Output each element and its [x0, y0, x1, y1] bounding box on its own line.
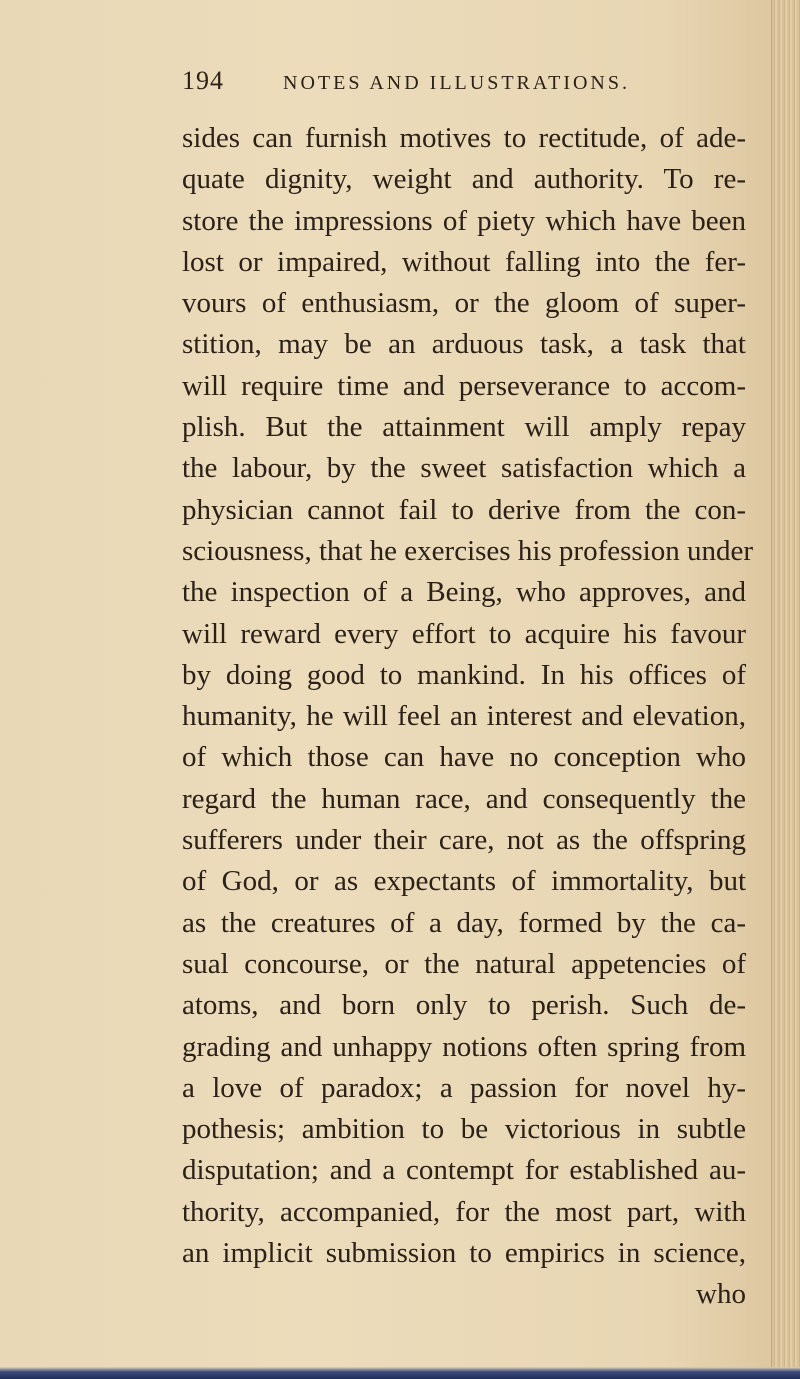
text-line: store the impressions of piety which have been — [182, 204, 746, 237]
text-line: plish. But the attainment will amply repay — [182, 411, 746, 444]
body-text — [182, 118, 754, 1316]
text-line: will require time and perseverance to accom- — [182, 369, 746, 402]
text-line: sufferers under their care, not as the offspring — [182, 824, 746, 857]
text-line: lost or impaired, without falling into the fer- — [182, 245, 746, 278]
text-line: quate dignity, weight and authority. To re- — [182, 163, 746, 196]
text-line: sciousness, that he exercises his profession under — [182, 534, 754, 567]
page-number: 194 — [182, 66, 224, 95]
text-line: physician cannot fail to derive from the con- — [182, 493, 746, 526]
text-line: of which those can have no conception who — [182, 741, 746, 774]
text-line: disputation; and a contempt for established au- — [182, 1154, 746, 1187]
text-line: regard the human race, and consequently the — [182, 782, 746, 815]
text-line: grading and unhappy notions often spring from — [182, 1030, 746, 1063]
text-line: vours of enthusiasm, or the gloom of super- — [182, 287, 746, 320]
text-line: by doing good to mankind. In his offices of — [182, 658, 746, 691]
text-line: pothesis; ambition to be victorious in subtle — [182, 1113, 746, 1146]
text-line: as the creatures of a day, formed by the ca- — [182, 906, 746, 939]
text-line: an implicit submission to empirics in science, — [182, 1237, 746, 1270]
text-line: sides can furnish motives to rectitude, of ade- — [182, 122, 746, 154]
text-line: the inspection of a Being, who approves, and — [182, 576, 746, 609]
text-line: a love of paradox; a passion for novel hy- — [182, 1071, 746, 1104]
text-line: sual concourse, or the natural appetencies of — [182, 947, 746, 980]
catchword: who — [696, 1278, 746, 1311]
text-line: of God, or as expectants of immortality, but — [182, 865, 746, 898]
text-line: thority, accompanied, for the most part, with — [182, 1195, 746, 1228]
bottom-edge-stripe — [0, 1367, 800, 1379]
text-line: humanity, he will feel an interest and elevation, — [182, 700, 746, 733]
text-line: stition, may be an arduous task, a task that — [182, 328, 746, 361]
text-line: will reward every effort to acquire his favour — [182, 617, 746, 650]
running-head: NOTES AND ILLUSTRATIONS. — [283, 72, 630, 94]
text-line: atoms, and born only to perish. Such de- — [182, 989, 746, 1022]
text-line: the labour, by the sweet satisfaction which a — [182, 452, 746, 485]
page-edge — [771, 0, 800, 1379]
page-header — [182, 66, 682, 100]
